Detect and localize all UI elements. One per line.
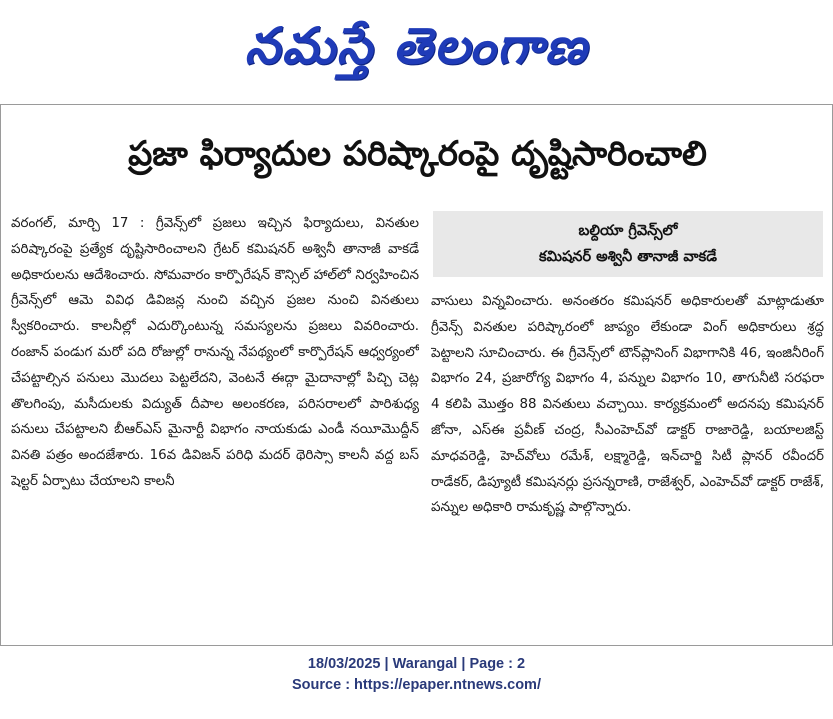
subheading-line-2: కమిషనర్ అశ్వినీ తానాజీ వాకడే — [539, 249, 717, 265]
footer-separator: | — [461, 656, 470, 672]
footer-edition: Warangal — [392, 656, 458, 672]
article-column-left — [11, 211, 419, 641]
article-body-right: వాసులు విన్నవించారు. అనంతరం కమిషనర్ అధికారులతో మాట్లాడుతూ గ్రీవెన్స్ వినతుల పరిష్కారంలో జాప్యం లేకుండా వింగ్ అధికారులు శ్రద్ధ పెట్టాలని సూచించారు. ఈ గ్రీవెన్స్‌లో టౌన్‌ప్లానింగ్ విభాగానికి 46, ఇంజినీరింగ్ విభాగం 24, ప్రజారోగ్య విభాగం 4, పన్నుల విభాగం 10, తాగునీటి సరఫరా 4 కలిపి మొత్తం 88 వినతులు వచ్చాయి. కార్యక్రమంలో అదనపు కమిషనర్ జోనా, ఎస్ఈ ప్రవీణ్ చంద్ర, సీఎంహెచ్‌వో డాక్టర్ రాజారెడ్డి, బయాలజిస్ట్ మాధవరెడ్డి, హెచ్‌వోలు రమేశ్, లక్ష్మారెడ్డి, ఇన్‌చార్జి సిటీ ప్లానర్ రవీందర్ రాడేకర్, డిప్యూటీ కమిషనర్లు ప్రసన్నరాణి, రాజేశ్వర్, ఎంహెచ్‌వో డాక్టర్ రాజేశ్, పన్నుల అధికారి రామకృష్ణ పాల్గొన్నారు. — [431, 294, 824, 516]
article-headline: ప్రజా ఫిర్యాదుల పరిష్కారంపై దృష్టిసారించాలి — [128, 134, 707, 174]
footer-date: 18/03/2025 — [307, 656, 381, 672]
newspaper-logo-title: నమస్తే తెలంగాణ — [244, 16, 589, 75]
footer-source[interactable]: Source : https://epaper.ntnews.com/ — [292, 677, 541, 693]
footer-edition-line — [0, 654, 833, 675]
subheading-line-1: బల్దియా గ్రీవెన్స్‌లో — [578, 223, 678, 239]
article-body-left: వరంగల్, మార్చి 17 : గ్రీవెన్స్‌లో ప్రజలు ఇచ్చిన ఫిర్యాదులు, వినతుల పరిష్కారంపై ప్రత్యేక దృష్టిసారించాలని గ్రేటర్ కమిషనర్ అశ్వినీ తానాజీ వాకడే అధికారులను ఆదేశించారు. సోమవారం కార్పొరేషన్ కౌన్సిల్ హాల్‌లో నిర్వహించిన గ్రీవెన్స్‌లో ఆమె వివిధ డివిజన్ల నుంచి వచ్చిన ప్రజల నుంచి వినతులు స్వీకరించారు. కాలనీల్లో ఎదుర్కొంటున్న సమస్యలను ప్రజలు వివరించారు. రంజాన్ పండుగ మరో పది రోజుల్లో రానున్న నేపథ్యంలో కార్పొరేషన్ ఆధ్వర్యంలో చేపట్టాల్సిన పనులు మొదలు పెట్టలేదని, వెంటనే ఈద్గా మైదానాల్లో పిచ్చి చెట్ల తొలగింపు, మసీదులకు విద్యుత్ దీపాల అలంకరణ, పరిసరాలలో పారిశుధ్య పనులు చేపట్టాలని బీఆర్ఎస్ మైనార్టీ విభాగం నాయకుడు ఎండీ నయీమొద్దీన్ వినతి పత్రం అందజేశారు. 16వ డివిజన్ పరిధి మదర్ థెరిస్సా కాలనీ వద్ద బస్ షెల్టర్ ఏర్పాటు చేయాలని కాలనీ — [11, 216, 419, 489]
footer-page: Page : 2 — [469, 656, 526, 672]
masthead — [0, 0, 833, 104]
page-footer — [0, 654, 833, 696]
article-column-right — [431, 289, 824, 619]
article-clipping — [0, 104, 833, 646]
subheading-box — [433, 211, 823, 277]
footer-separator: | — [384, 656, 393, 672]
